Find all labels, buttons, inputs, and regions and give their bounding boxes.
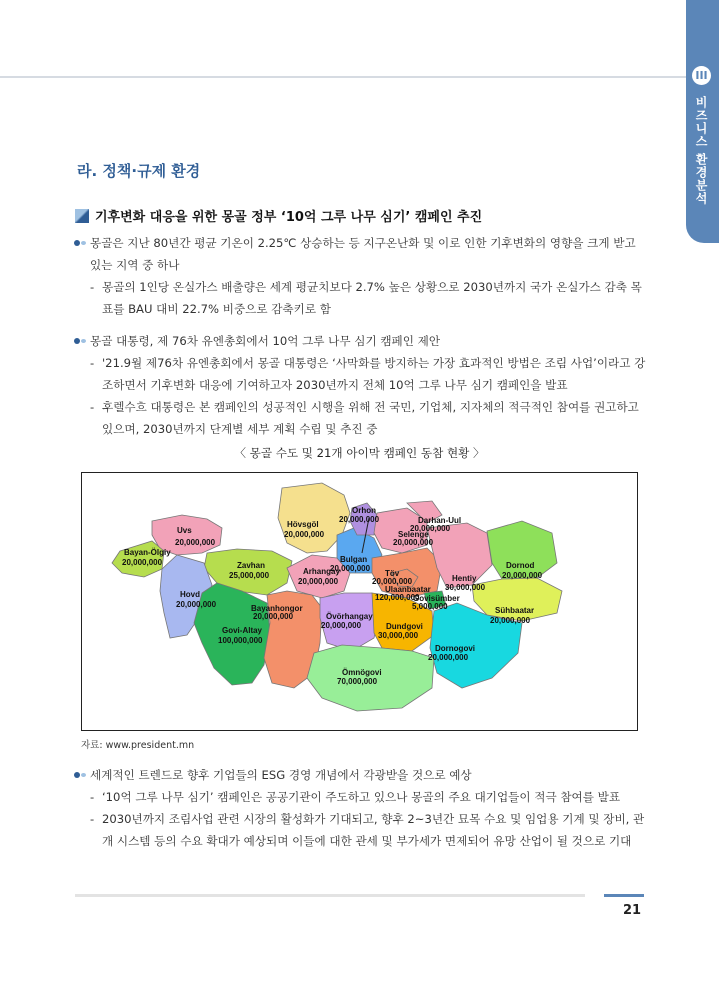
label-darkhan-uul-name: Darhan-Uul — [418, 516, 462, 525]
mongolia-map — [81, 472, 638, 731]
dash-icon: - — [90, 812, 95, 826]
bullet-block-2 — [74, 330, 646, 440]
page-number: 21 — [623, 903, 642, 918]
label-dornogovi-name: Dornogovi — [435, 644, 475, 653]
label-khovd-value: 20,000,000 — [176, 600, 217, 609]
sub-bullet-text: 몽골의 1인당 온실가스 배출량은 세계 평균치보다 2.7% 높은 상황으로 2030년까지 국가 온실가스 감축 목표를 BAU 대비 22.7% 비중으로 감축키로 함 — [102, 280, 642, 316]
sub-bullet-text: 후렐수흐 대통령은 본 캠페인의 성공적인 시행을 위해 전 국민, 기업체, 지자체의 적극적인 참여를 권고하고 있으며, 2030년까지 단계별 세부 계획 수립 및 추진 중 — [102, 400, 639, 436]
label-bayan-olgii-name: Bayan-Ölgiy — [124, 548, 171, 557]
label-orkhon-name: Orhon — [352, 506, 376, 515]
label-govi-altai-name: Govi-Altay — [222, 626, 263, 635]
label-khentii-name: Hentiy — [452, 574, 477, 583]
label-dundgovi-value: 30,000,000 — [378, 631, 419, 640]
label-bulgan-value: 20,000,000 — [330, 564, 371, 573]
label-selenge-name: Selenge — [398, 530, 429, 539]
label-zavkhan-value: 25,000,000 — [229, 571, 270, 580]
sub-bullet-item — [74, 786, 646, 808]
label-govi-altai-value: 100,000,000 — [218, 636, 263, 645]
label-govisumber-value: 5,000,000 — [412, 602, 448, 611]
sub-bullet-item — [74, 396, 646, 440]
label-arkhangai-name: Arhangay — [303, 567, 340, 576]
subheading-text: 기후변화 대응을 위한 몽골 정부 ‘10억 그루 나무 심기’ 캠페인 추진 — [95, 210, 483, 225]
label-tov-value: 20,000,000 — [372, 577, 413, 586]
sub-bullet-item — [74, 276, 646, 320]
dash-icon: - — [90, 280, 95, 294]
label-ovorkhangai-name: Övörhangay — [326, 612, 373, 621]
chapter-side-tab[interactable] — [686, 0, 719, 243]
sub-bullet-text: '21.9월 제76차 유엔총회에서 몽골 대통령은 ‘사막화를 방지하는 가장 효과적인 방법은 조림 사업’이라고 강조하면서 기후변화 대응에 기여하고자 2030년까지 전체 10억 그루 나무 심기 캠페인을 발표 — [102, 356, 646, 392]
footer-accent-bar — [604, 894, 644, 897]
bullet-text: 몽골 대통령, 제 76차 유엔총회에서 10억 그루 나무 심기 캠페인 제안 — [90, 334, 441, 348]
map-svg — [82, 473, 637, 730]
sub-bullet-text: ‘10억 그루 나무 심기’ 캠페인은 공공기관이 주도하고 있으나 몽골의 주요 대기업들이 적극 참여를 발표 — [102, 790, 621, 804]
bullet-item — [74, 764, 646, 786]
label-omnogovi-value: 70,000,000 — [337, 677, 378, 686]
dash-icon: - — [90, 400, 95, 414]
bullet-text: 세계적인 트렌드로 향후 기업들의 ESG 경영 개념에서 각광받을 것으로 예상 — [90, 768, 472, 782]
label-khovsgol-name: Hövsgöl — [287, 520, 319, 529]
label-khovd-name: Hovd — [180, 590, 200, 599]
dash-icon: - — [90, 790, 95, 804]
dot-bullet-icon — [74, 772, 88, 778]
label-sukhbaatar-name: Sühbaatar — [495, 606, 535, 615]
label-ulaanbaatar-name: Ulaanbaatar — [385, 585, 431, 594]
label-bayankhongor-value: 20,000,000 — [253, 612, 294, 621]
source-note: 자료: www.president.mn — [81, 740, 195, 751]
label-bayankhongor-name: Bayanhongor — [251, 604, 303, 613]
chapter-number-badge: III — [692, 66, 711, 85]
map-caption: 〈 몽골 수도 및 21개 아이막 캠페인 동참 현황 〉 — [234, 446, 485, 460]
dot-bullet-icon — [74, 338, 88, 344]
label-dornogovi-value: 20,000,000 — [428, 653, 469, 662]
footer-divider — [75, 894, 585, 897]
square-bullet-icon — [75, 209, 89, 223]
bullet-item — [74, 330, 646, 352]
bullet-block-1 — [74, 232, 646, 320]
section-title: 라. 정책·규제 환경 — [77, 162, 201, 180]
top-divider — [0, 76, 690, 78]
label-omnogovi-name: Ömnögovi — [342, 668, 382, 677]
sub-bullet-text: 2030년까지 조림사업 관련 시장의 활성화가 기대되고, 향후 2~3년간 묘목 수요 및 임업용 기계 및 장비, 관개 시스템 등의 수요 확대가 예상되며 이들에 대한 관세 및 부가세가 면제되어 유망 산업이 될 것으로 기대 — [102, 812, 645, 848]
label-orkhon-value: 20,000,000 — [339, 515, 380, 524]
label-ovorkhangai-value: 20,000,000 — [321, 621, 362, 630]
label-uvs-value: 20,000,000 — [175, 538, 216, 547]
label-dundgovi-name: Dundgovi — [386, 622, 423, 631]
label-bayan-olgii-value: 20,000,000 — [122, 558, 163, 567]
label-zavkhan-name: Zavhan — [237, 561, 266, 570]
sub-bullet-item — [74, 352, 646, 396]
label-bulgan-name: Bulgan — [340, 555, 368, 564]
label-dornod-name: Dornod — [506, 561, 535, 570]
label-selenge-value: 20,000,000 — [393, 538, 434, 547]
label-ulaanbaatar-value: 120,000,000 — [375, 593, 420, 602]
subheading — [75, 206, 482, 225]
label-uvs-name: Uvs — [177, 526, 192, 535]
chapter-label: 비즈니스 환경분석 — [694, 96, 708, 206]
label-tov-name: Töv — [385, 569, 400, 578]
dash-icon: - — [90, 356, 95, 370]
label-khovsgol-value: 20,000,000 — [284, 530, 325, 539]
bullet-text: 몽골은 지난 80년간 평균 기온이 2.25℃ 상승하는 등 지구온난화 및 이로 인한 기후변화의 영향을 크게 받고 있는 지역 중 하나 — [90, 236, 636, 272]
bullet-item — [74, 232, 646, 276]
label-sukhbaatar-value: 20,000,000 — [490, 616, 531, 625]
label-khentii-value: 30,000,000 — [445, 583, 486, 592]
sub-bullet-item — [74, 808, 646, 852]
label-dornod-value: 20,000,000 — [502, 571, 543, 580]
dot-bullet-icon — [74, 240, 88, 246]
label-govisumber-name: Govisümber — [413, 594, 460, 603]
label-darkhan-uul-value: 20,000,000 — [410, 524, 451, 533]
label-arkhangai-value: 20,000,000 — [298, 577, 339, 586]
bullet-block-3 — [74, 764, 646, 852]
